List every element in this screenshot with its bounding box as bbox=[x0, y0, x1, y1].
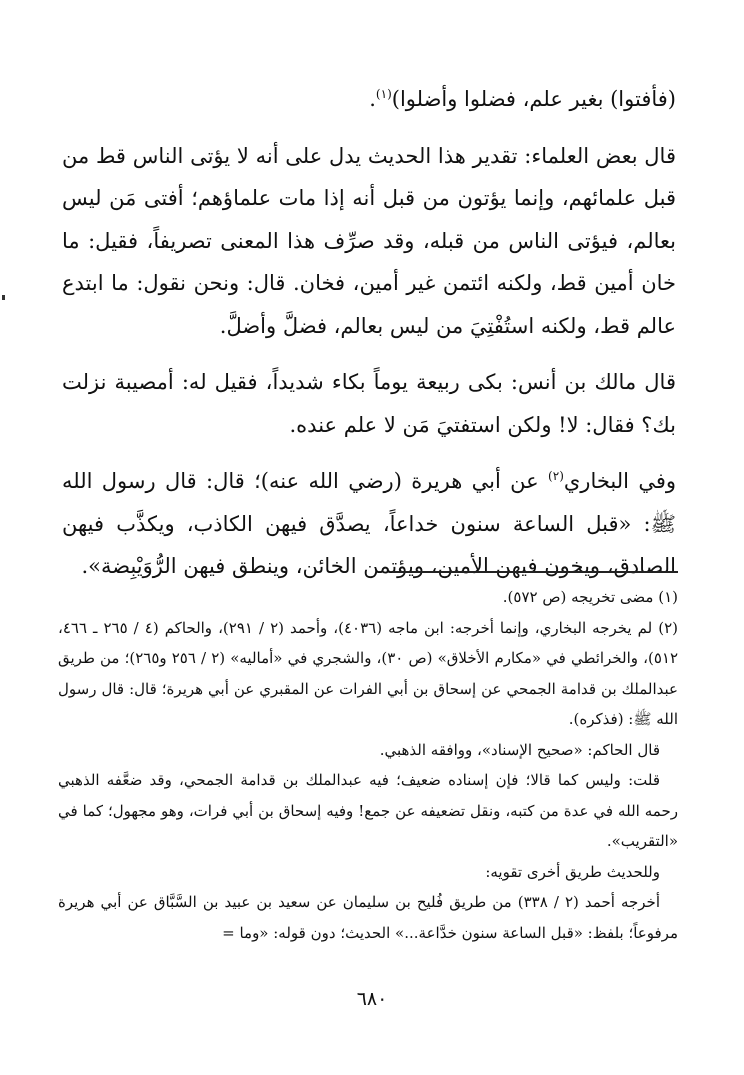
footnotes bbox=[58, 582, 678, 948]
footnote-ref-1[interactable]: (١) bbox=[375, 87, 392, 101]
footnote-2-note-3: وللحديث طريق أخرى تقويه: bbox=[485, 862, 660, 881]
footnote-ref-2[interactable]: (٢) bbox=[548, 469, 564, 483]
paragraph-4: وفي البخاري$^{(٢)}$ عن أبي هريرة (رضي الله عنه)؛ قال: قال رسول الله ﷺ: «قبل الساعة سنون خداعاً، يصدَّق فيهن الكاذب، ويكذَّب فيهن الصادق، ويخون فيهن الأمين، ويؤتمن الخائن، وينطق فيهن الرُّوَيْبِضة». bbox=[62, 469, 676, 578]
paragraph-1: (فأفتوا) بغير علم، فضلوا وأضلوا)$^{(١)}$. bbox=[369, 87, 676, 111]
footnote-2: (٢) لم يخرجه البخاري، وإنما أخرجه: ابن ماجه (٤٠٣٦)، وأحمد (٢ / ٢٩١)، والحاكم (٤ / ٢٦٥ ـ ٤٦٦، ٥١٢)، والخرائطي في «مكارم الأخلاق» (ص ٣٠)، والشجري في «أماليه» (٢ / ٢٥٦ و٢٦٥)؛ من طريق عبدالملك بن قدامة الجمحي عن إسحاق بن أبي الفرات عن المقبري عن أبي هريرة؛ قال: قال رسول الله ﷺ: (فذكره). bbox=[58, 618, 679, 728]
page-number: ٦٨٠ bbox=[356, 988, 388, 1010]
footnote-1: (١) مضى تخريجه (ص ٥٧٢). bbox=[502, 588, 678, 606]
footnote-2-note-4: أخرجه أحمد (٢ / ٣٣٨) من طريق فُليح بن سليمان عن سعيد بن عبيد بن السَّبَّاق عن أبي هريرة مرفوعاً؛ بلفظ: «قبل الساعة سنون خدَّاعة...» الحديث؛ دون قوله: «وما = bbox=[58, 893, 678, 942]
footnote-2-note-1: قال الحاكم: «صحيح الإسناد»، ووافقه الذهبي. bbox=[379, 740, 660, 759]
paragraph-2: قال بعض العلماء: تقدير هذا الحديث يدل على أنه لا يؤتى الناس قط من قبل علمائهم، وإنما يؤتون من قبل أنه إذا مات علماؤهم؛ أفتى مَن ليس بعالم، فيؤتى الناس من قبله، وقد صرِّف هذا المعنى تصريفاً، فقيل: ما خان أمين قط، ولكنه ائتمن غير أمين، فخان. قال: ونحن نقول: ما ابتدع عالم قط، ولكنه استُفْتِيَ من ليس بعالم، فضلَّ وأضلَّ. bbox=[62, 143, 676, 338]
footnote-separator bbox=[393, 571, 678, 573]
paragraph-3: قال مالك بن أنس: بكى ربيعة يوماً بكاء شديداً، فقيل له: أمصيبة نزلت بك؟ فقال: لا! ولكن استفتيَ مَن لا علم عنده. bbox=[62, 370, 676, 437]
main-text bbox=[62, 78, 676, 588]
footnote-2-note-2: قلت: وليس كما قالا؛ فإن إسناده ضعيف؛ فيه عبدالملك بن قدامة الجمحي، وقد ضعَّفه الذهبي رحمه الله في عدة من كتبه، ونقل تضعيفه عن جمع! وفيه إسحاق بن أبي فرات، وهو مجهول؛ كما في «التقريب». bbox=[58, 771, 678, 850]
margin-mark bbox=[2, 295, 5, 300]
